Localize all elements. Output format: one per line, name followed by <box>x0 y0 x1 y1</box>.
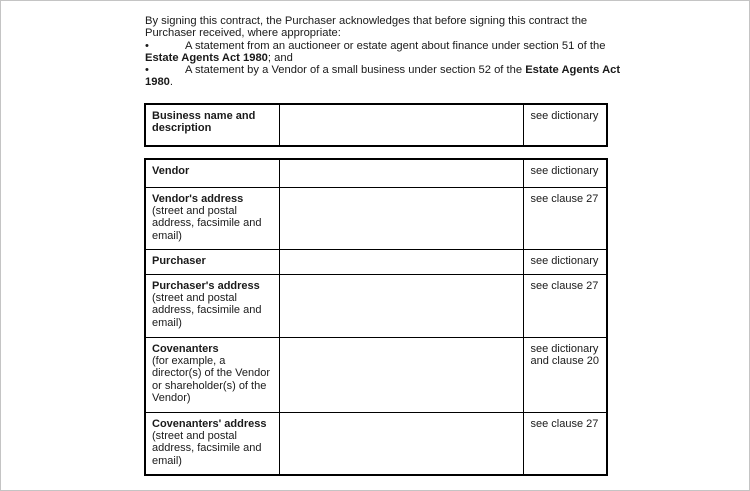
reference-cell: see clause 27 <box>524 274 607 337</box>
field-label-cell <box>145 159 280 187</box>
bullet-item-2-cont <box>145 76 615 88</box>
business-name-field[interactable] <box>280 104 524 146</box>
reference-cell: see dictionary <box>524 159 607 187</box>
bullet-text: A statement from an auctioneer or estate agent about finance under section 51 of the <box>185 39 606 52</box>
bullet-item-1-cont <box>145 52 615 64</box>
parties-table <box>144 158 608 476</box>
table-row <box>145 187 607 249</box>
field-label-cell <box>145 412 280 475</box>
vendor-field[interactable] <box>280 159 524 187</box>
field-label-cell <box>145 104 280 146</box>
field-hint: (street and postal address, facsimile and email) <box>152 429 262 467</box>
act-name: Estate Agents Act <box>525 64 621 77</box>
table-row <box>145 412 607 475</box>
purchaser-field[interactable] <box>280 249 524 274</box>
table-row <box>145 337 607 412</box>
reference-cell <box>524 337 607 412</box>
field-label-cell <box>145 337 280 412</box>
bullet-icon: • <box>145 39 149 52</box>
bullet-icon: • <box>145 64 149 77</box>
business-table <box>144 103 608 147</box>
intro-paragraph: By signing this contract, the Purchaser acknowledges that before signing this contract the Purchaser received, where appropriate: <box>145 15 588 40</box>
reference-cell: see dictionary <box>524 249 607 274</box>
field-label: Covenanters' address <box>152 417 267 430</box>
field-label: Vendor <box>152 165 190 177</box>
field-label: Purchaser's address <box>152 279 260 292</box>
field-label: Vendor's address <box>152 192 244 205</box>
bullet-item-2 <box>145 64 621 77</box>
reference-cell: see dictionary <box>524 104 607 146</box>
field-hint: (street and postal address, facsimile and email) <box>152 204 262 242</box>
covenanters-address-field[interactable] <box>280 412 524 475</box>
intro-section <box>145 15 621 89</box>
field-hint: (for example, a director(s) of the Vendor or shareholder(s) of the Vendor) <box>152 354 271 405</box>
vendor-address-field[interactable] <box>280 187 524 249</box>
bullet-item-1 <box>145 40 615 52</box>
table-row <box>145 274 607 337</box>
reference-cell: see clause 27 <box>524 412 607 475</box>
field-hint: (street and postal address, facsimile and email) <box>152 291 262 329</box>
reference-text: see dictionary and clause 20 <box>530 342 599 367</box>
act-name: Estate Agents Act 1980 <box>145 51 268 64</box>
act-year: 1980 <box>145 76 170 89</box>
bullet-suffix: . <box>169 76 173 89</box>
bullet-suffix: ; and <box>267 51 293 64</box>
purchaser-address-field[interactable] <box>280 274 524 337</box>
field-label: Business name and description <box>152 110 256 135</box>
table-row <box>145 159 607 187</box>
table-row <box>145 249 607 274</box>
field-label-cell <box>145 274 280 337</box>
covenanters-field[interactable] <box>280 337 524 412</box>
field-label-cell <box>145 249 280 274</box>
reference-cell: see clause 27 <box>524 187 607 249</box>
table-row <box>145 104 607 146</box>
bullet-text: A statement by a Vendor of a small business under section 52 of the <box>185 64 526 77</box>
field-label: Purchaser <box>152 254 206 267</box>
field-label: Covenanters <box>152 342 219 355</box>
field-label-cell <box>145 187 280 249</box>
